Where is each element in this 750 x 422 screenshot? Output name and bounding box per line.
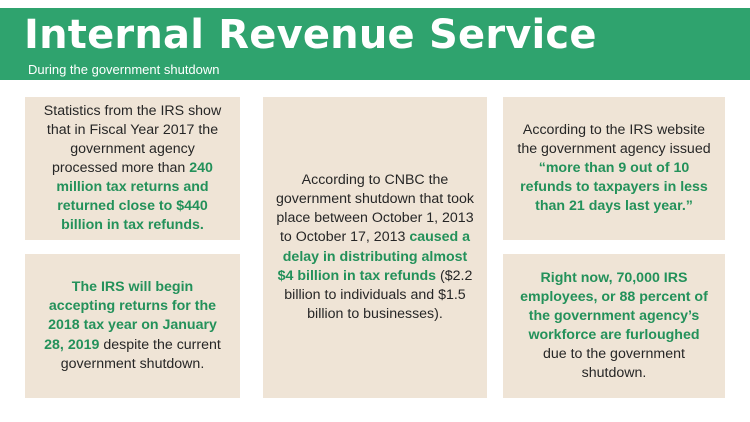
accepting-box [25,254,240,398]
cnbc-box [263,97,487,398]
page-subtitle: During the government shutdown [28,62,220,77]
furlough-text: Right now, 70,000 IRS employees, or 88 percent of the government agency’s workforce are furloughed due to the government shutdown. [520,269,708,382]
furlough-box [503,254,725,398]
website-text: According to the IRS website the government agency issued “more than 9 out of 10 refunds to taxpayers in less than 21 days last year.” [517,121,711,215]
website-box [503,97,725,240]
header-banner [0,8,750,80]
cnbc-text: According to CNBC the government shutdown that took place between October 1, 2013 to October 17, 2013 caused a delay in distributing almost $4 billion in tax refunds ($2.2 billion to individuals and $1.5 billion to businesses). [276,172,474,322]
stats-text: Statistics from the IRS show that in Fiscal Year 2017 the government agency processed more than 240 million tax returns and returned close to $440 billion in tax refunds. [43,102,222,234]
stats-box [25,97,240,240]
page-title: Internal Revenue Service [24,12,597,58]
accepting-text: The IRS will begin accepting returns for the 2018 tax year on January 28, 2019 despite the current government shutdown. [44,279,221,372]
